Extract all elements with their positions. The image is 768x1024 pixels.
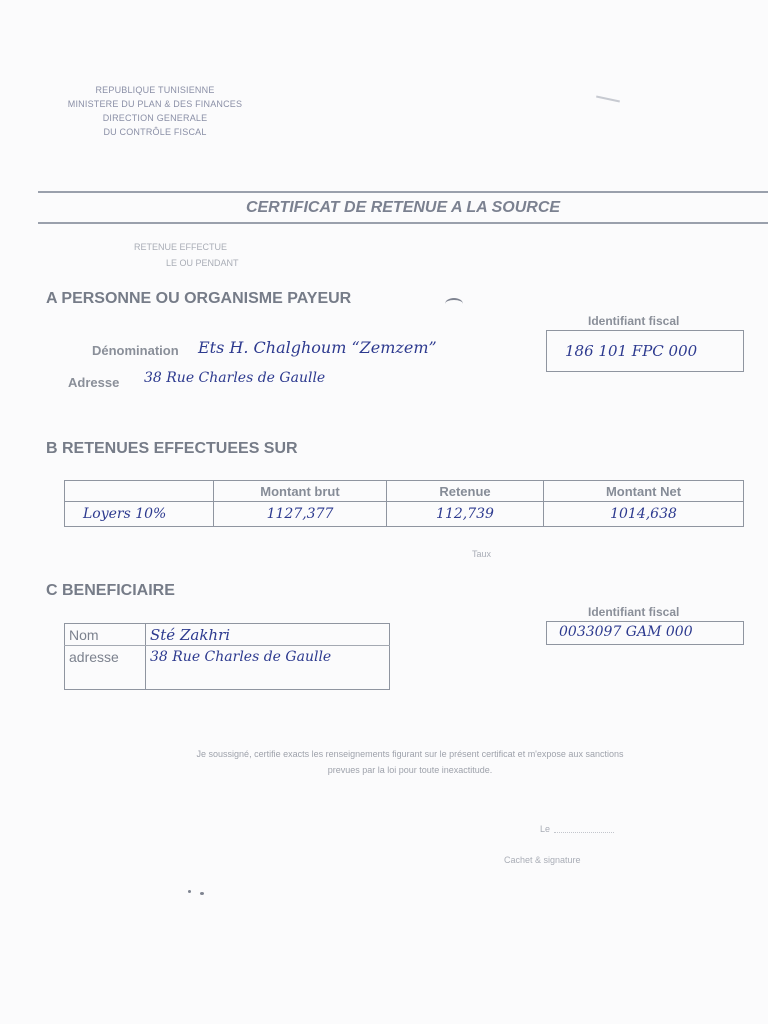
retenues-table [64,480,744,527]
identifiant-fiscal-value-c: 0033097 GAM 000 [559,624,693,640]
column-header-montant-net: Montant Net [544,481,744,502]
empty-cell [146,667,390,690]
nom-label: Nom [65,624,146,646]
header-line-ministere: MINISTERE DU PLAN & DES FINANCES [67,99,243,109]
cell-montant-brut: 1127,377 [214,502,387,527]
taux-label: Taux [472,549,492,559]
nom-value: Sté Zakhri [146,624,390,646]
adresse-label-c: adresse [65,646,146,668]
retenue-effectue-label: RETENUE EFFECTUE [134,242,228,252]
identifiant-fiscal-label-c: Identifiant fiscal [588,605,680,619]
scan-speck [200,892,204,895]
title-rule-bottom [38,222,768,224]
identifiant-fiscal-box-c [546,621,744,645]
column-header-montant-brut: Montant brut [214,481,387,502]
document-title: CERTIFICAT DE RETENUE A LA SOURCE [245,199,561,216]
date-line [554,832,614,833]
scan-speck [188,890,191,893]
le-ou-pendant-label: LE OU PENDANT [166,258,239,268]
denomination-label: Dénomination [92,343,179,358]
section-c-heading: C BENEFICIAIRE [46,582,175,599]
identifiant-fiscal-box-a [546,330,744,372]
header-line-controle: DU CONTRÔLE FISCAL [103,127,207,137]
header-line-republique: REPUBLIQUE TUNISIENNE [95,85,215,95]
header-line-direction: DIRECTION GENERALE [102,113,208,123]
title-rule-top [38,191,768,193]
table-header-row [65,481,744,502]
cell-montant-net: 1014,638 [544,502,744,527]
column-header-description [65,481,214,502]
declaration-line-1: Je soussigné, certifie exacts les renseignements figurant sur le présent certificat et m'expose aux sanctions [196,749,624,759]
declaration-line-2: prevues par la loi pour toute inexactitude. [327,765,493,775]
cell-description: Loyers 10% [65,502,214,527]
table-row [65,502,744,527]
section-b-heading: B RETENUES EFFECTUEES SUR [46,440,298,457]
scan-mark [445,298,463,310]
section-a-heading: A PERSONNE OU ORGANISME PAYEUR [46,290,352,307]
column-header-retenue: Retenue [387,481,544,502]
adresse-value-c: 38 Rue Charles de Gaulle [146,646,390,668]
adresse-value-a: 38 Rue Charles de Gaulle [144,370,326,386]
adresse-label-a: Adresse [68,375,120,390]
cell-retenue: 112,739 [387,502,544,527]
denomination-value: Ets H. Chalghoum “Zemzem” [198,338,437,357]
beneficiaire-table [64,623,390,690]
identifiant-fiscal-label-a: Identifiant fiscal [588,314,680,328]
empty-cell [65,667,146,690]
cachet-signature-label: Cachet & signature [504,855,581,865]
beneficiaire-row-empty [65,667,390,690]
scan-mark [596,96,620,103]
beneficiaire-row-nom [65,624,390,646]
le-label: Le [540,824,551,834]
identifiant-fiscal-value-a: 186 101 FPC 000 [565,342,698,360]
beneficiaire-row-adresse [65,646,390,668]
